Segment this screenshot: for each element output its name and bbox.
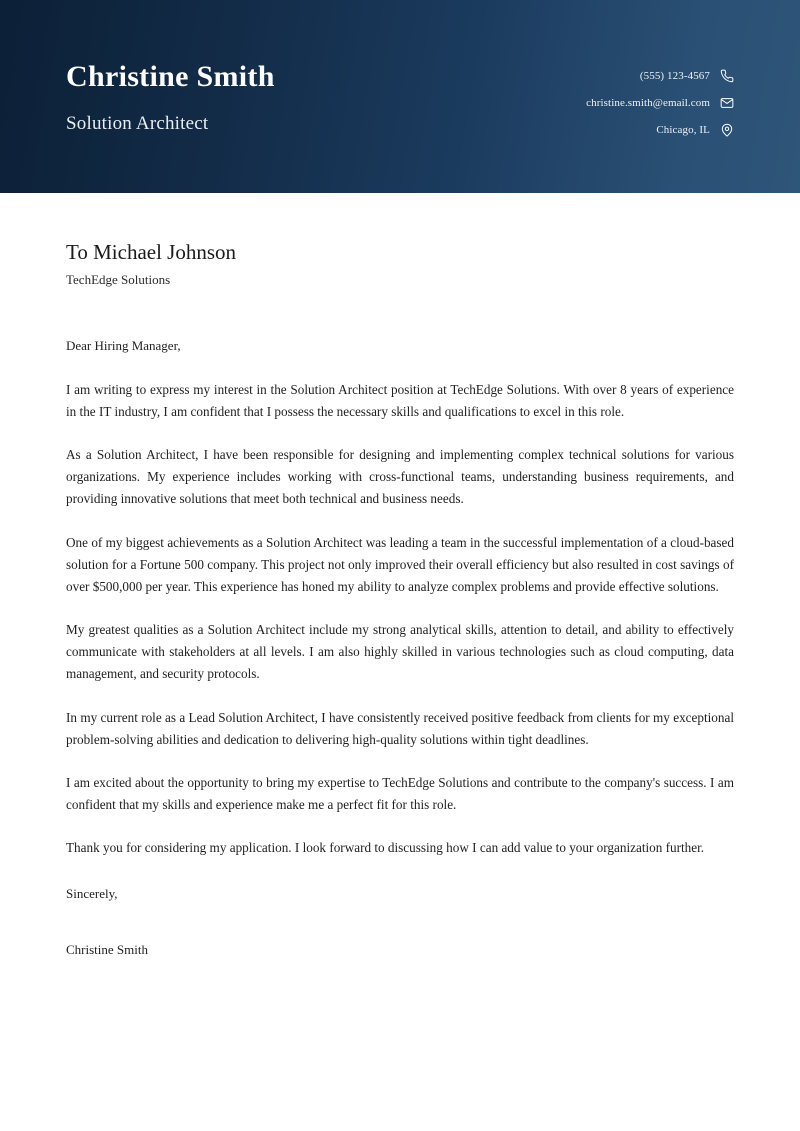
letter-paragraph: As a Solution Architect, I have been responsible for designing and implementing complex technical solutions for various organizations. My experience includes working with cross-functional teams, understanding business requirements, and providing innovative solutions that meet both technical and business needs. bbox=[66, 446, 734, 507]
recipient-block bbox=[66, 193, 734, 289]
recipient-name: To Michael Johnson bbox=[66, 240, 237, 264]
letter-paragraphs bbox=[66, 379, 734, 860]
letter-paragraph: I am writing to express my interest in the Solution Architect position at TechEdge Solutions. With over 8 years of experience in the IT industry, I am confident that I possess the necessary skills and qualifications to excel in this role. bbox=[66, 381, 734, 419]
contact-info-list bbox=[586, 56, 734, 137]
letter-paragraph: Thank you for considering my application. I look forward to discussing how I can add value to your organization further. bbox=[66, 840, 705, 856]
letter-paragraph: One of my biggest achievements as a Solution Architect was leading a team in the successful implementation of a cloud-based solution for a Fortune 500 company. This project not only improved their overall efficiency but also resulted in cost savings of over $500,000 per year. This experience has honed my ability to analyze complex problems and provide effective solutions. bbox=[66, 534, 734, 594]
applicant-job-title: Solution Architect bbox=[66, 113, 209, 134]
letter-body bbox=[0, 193, 800, 959]
phone-icon bbox=[719, 68, 734, 83]
closing-block bbox=[66, 884, 734, 959]
closing-salutation: Sincerely, bbox=[66, 886, 118, 902]
location-pin-icon bbox=[719, 122, 734, 137]
contact-location[interactable] bbox=[656, 122, 734, 137]
contact-email[interactable] bbox=[586, 95, 734, 110]
applicant-name: Christine Smith bbox=[66, 60, 275, 93]
salutation: Dear Hiring Manager, bbox=[66, 338, 181, 354]
recipient-company: TechEdge Solutions bbox=[66, 272, 171, 288]
signature-name: Christine Smith bbox=[66, 941, 148, 957]
header-banner bbox=[0, 0, 800, 193]
letter-paragraph: I am excited about the opportunity to bring my expertise to TechEdge Solutions and contribute to the company's success. I am confident that my skills and experience make me a perfect fit for this role. bbox=[66, 774, 734, 813]
envelope-icon bbox=[719, 95, 734, 110]
identity-block bbox=[66, 56, 275, 136]
contact-email-text: christine.smith@email.com bbox=[586, 96, 710, 109]
contact-location-text: Chicago, IL bbox=[656, 123, 710, 136]
contact-phone-text: (555) 123-4567 bbox=[639, 69, 710, 82]
header-content bbox=[66, 56, 734, 137]
contact-phone[interactable] bbox=[640, 68, 734, 83]
letter-paragraph: My greatest qualities as a Solution Architect include my strong analytical skills, attention to detail, and ability to effectively communicate with stakeholders at all levels. I am also highly skilled in various technologies such as cloud computing, data management, and security protocols. bbox=[66, 622, 734, 682]
letter-paragraph: In my current role as a Lead Solution Architect, I have consistently received positive feedback from clients for my exceptional problem-solving abilities and dedication to delivering high-quality solutions within tight deadlines. bbox=[66, 709, 734, 747]
